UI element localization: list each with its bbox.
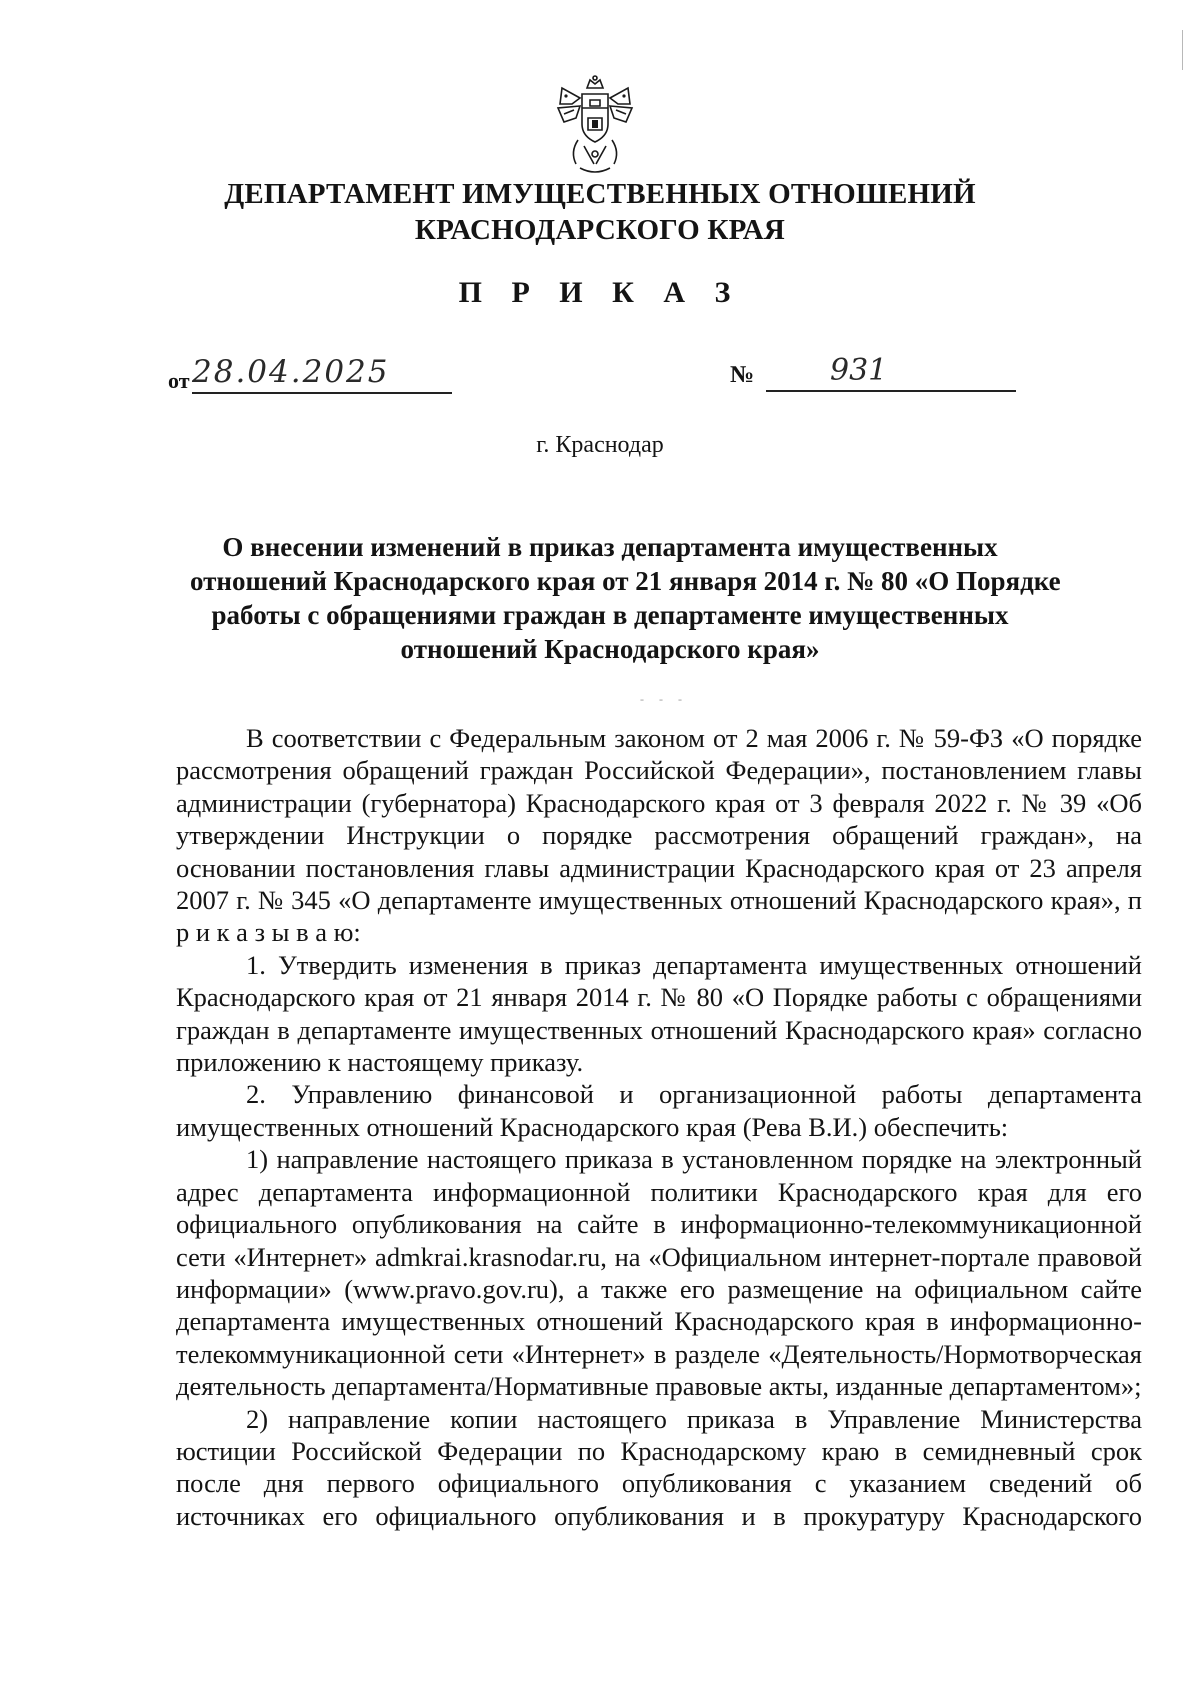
preamble-paragraph: В соответствии с Федеральным законом от 2 мая 2006 г. № 59-ФЗ «О порядке рассмотрения обращений граждан Российской Федерации», постановлением главы администрации (губернатора) Краснодарского края от 3 февраля 2022 г. № 39 «Об утверждении Инструкции о порядке рассмотрения обращений граждан», на основании постановления главы администрации Краснодарского края от 23 апреля 2007 г. № 345 «О департаменте имущественных отношений Краснодарского края», п р и к а з ы в а ю: xyxy=(176,723,1142,948)
subject-line: О внесении изменений в приказ департамента имущественных xyxy=(222,532,998,562)
item-2-paragraph: 2. Управлению финансовой и организационной работы департамента имущественных отношений Краснодарского края (Рева В.И.) обеспечить: xyxy=(176,1079,1142,1142)
date-label: от xyxy=(168,368,190,393)
department-name-line2: КРАСНОДАРСКОГО КРАЯ xyxy=(414,214,786,246)
department-name-line1: ДЕПАРТАМЕНТ ИМУЩЕСТВЕННЫХ ОТНОШЕНИЙ xyxy=(224,178,976,210)
scan-edge-mark xyxy=(1182,30,1183,70)
item-2-2-paragraph: 2) направление копии настоящего приказа в Управление Министерства юстиции Российской Федерации по Краснодарскому краю в семидневный срок после дня первого официального опубликования с указанием сведений об источниках его официального опубликования и в прокуратуру Краснодарского xyxy=(176,1403,1142,1531)
separator-mark: - - - xyxy=(640,692,688,706)
document-type-title: П Р И К А З xyxy=(458,276,742,309)
subject-line: отношений Краснодарского края» xyxy=(400,634,820,664)
subject-line: отношений Краснодарского края от 21 января 2014 г. № 80 «О Порядке xyxy=(190,566,1061,596)
subject-line: работы с обращениями граждан в департаменте имущественных xyxy=(211,600,1009,630)
order-subject xyxy=(190,530,1061,666)
city-name: г. Краснодар xyxy=(536,432,664,458)
coat-of-arms-emblem xyxy=(550,74,640,178)
handwritten-order-number: 931 xyxy=(766,352,1016,392)
handwritten-date: 28.04.2025 xyxy=(192,352,452,394)
item-2-1-paragraph: 1) направление настоящего приказа в установленном порядке на электронный адрес департамента информационной политики Краснодарского края для его официального опубликования на сайте в информационно-телекоммуникационной сети «Интернет» admkrai.krasnodar.ru, на «Официальном интернет-портале правовой информации» (www.pravo.gov.ru), а также его размещение на официальном сайте департамента имущественных отношений Краснодарского края в информационно-телекоммуникационной сети «Интернет» в разделе «Деятельность/Нормотворческая деятельность департамента/Нормативные правовые акты, изданные департаментом»; xyxy=(176,1144,1142,1402)
number-label: № xyxy=(730,362,755,388)
order-body xyxy=(176,722,1142,1532)
item-1-paragraph: 1. Утвердить изменения в приказ департамента имущественных отношений Краснодарского края от 21 января 2014 г. № 80 «О Порядке работы с обращениями граждан в департаменте имущественных отношений Краснодарского края» согласно приложению к настоящему приказу. xyxy=(176,949,1142,1078)
